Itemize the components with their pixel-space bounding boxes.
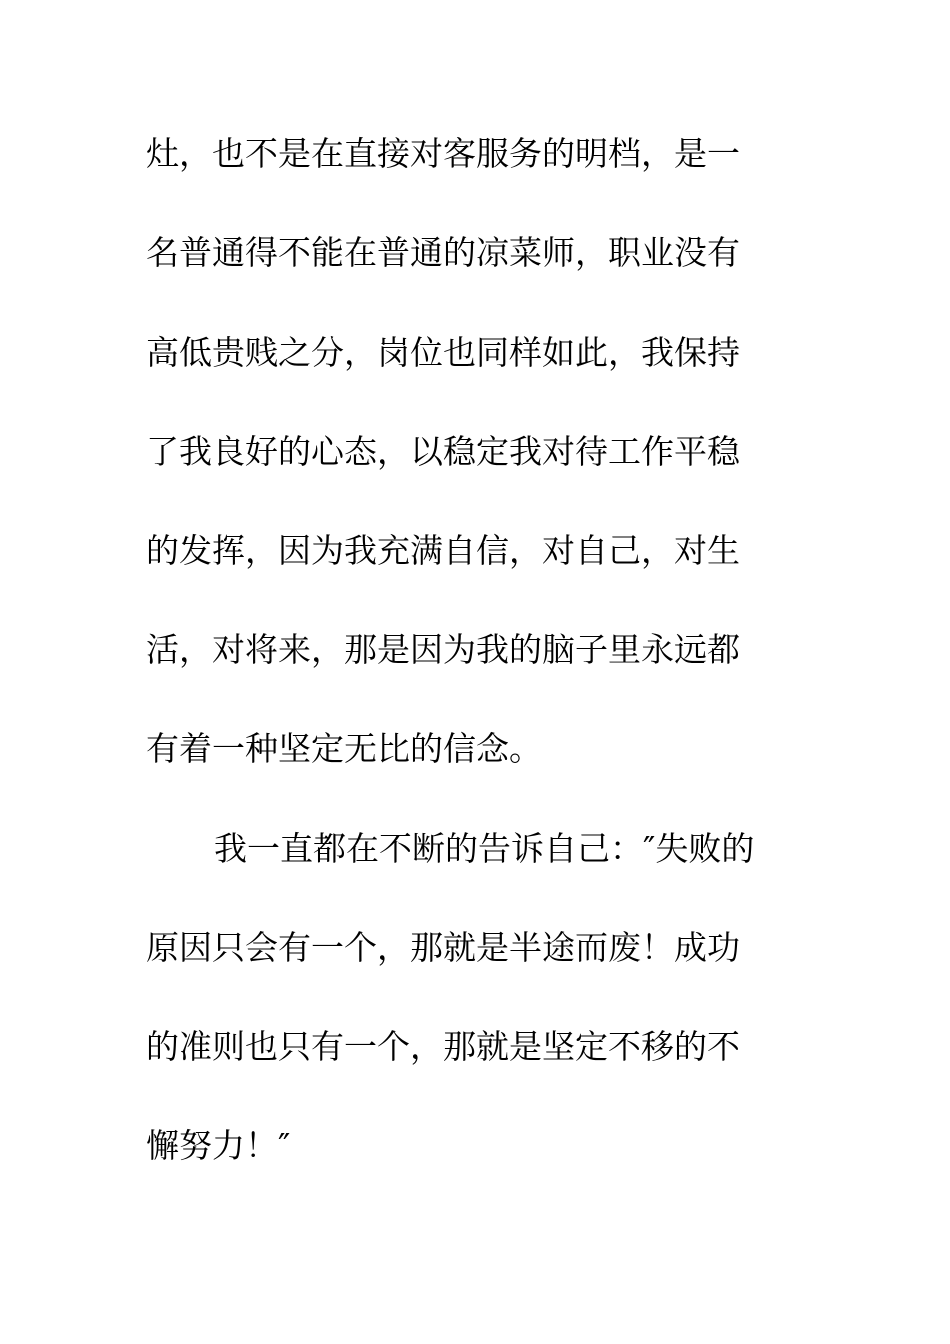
paragraph-2-line-3: 的准则也只有一个，那就是坚定不移的不 [146,1027,740,1066]
paragraph-2-line-1: 我一直都在不断的告诉自己：″失败的 [214,829,755,868]
paragraph-1-line-4: 了我良好的心态，以稳定我对待工作平稳 [146,432,740,471]
paragraph-1-line-1: 灶，也不是在直接对客服务的明档，是一 [146,134,740,173]
paragraph-1-line-6: 活，对将来，那是因为我的脑子里永远都 [146,630,740,669]
paragraph-1-line-7: 有着一种坚定无比的信念。 [146,729,542,768]
paragraph-2-line-2: 原因只会有一个，那就是半途而废！成功 [146,928,740,967]
paragraph-1-line-3: 高低贵贱之分，岗位也同样如此，我保持 [146,333,740,372]
paragraph-1-line-5: 的发挥，因为我充满自信，对自己，对生 [146,531,740,570]
paragraph-2-line-4: 懈努力！″ [146,1126,291,1165]
paragraph-1-line-2: 名普通得不能在普通的凉菜师，职业没有 [146,233,740,272]
